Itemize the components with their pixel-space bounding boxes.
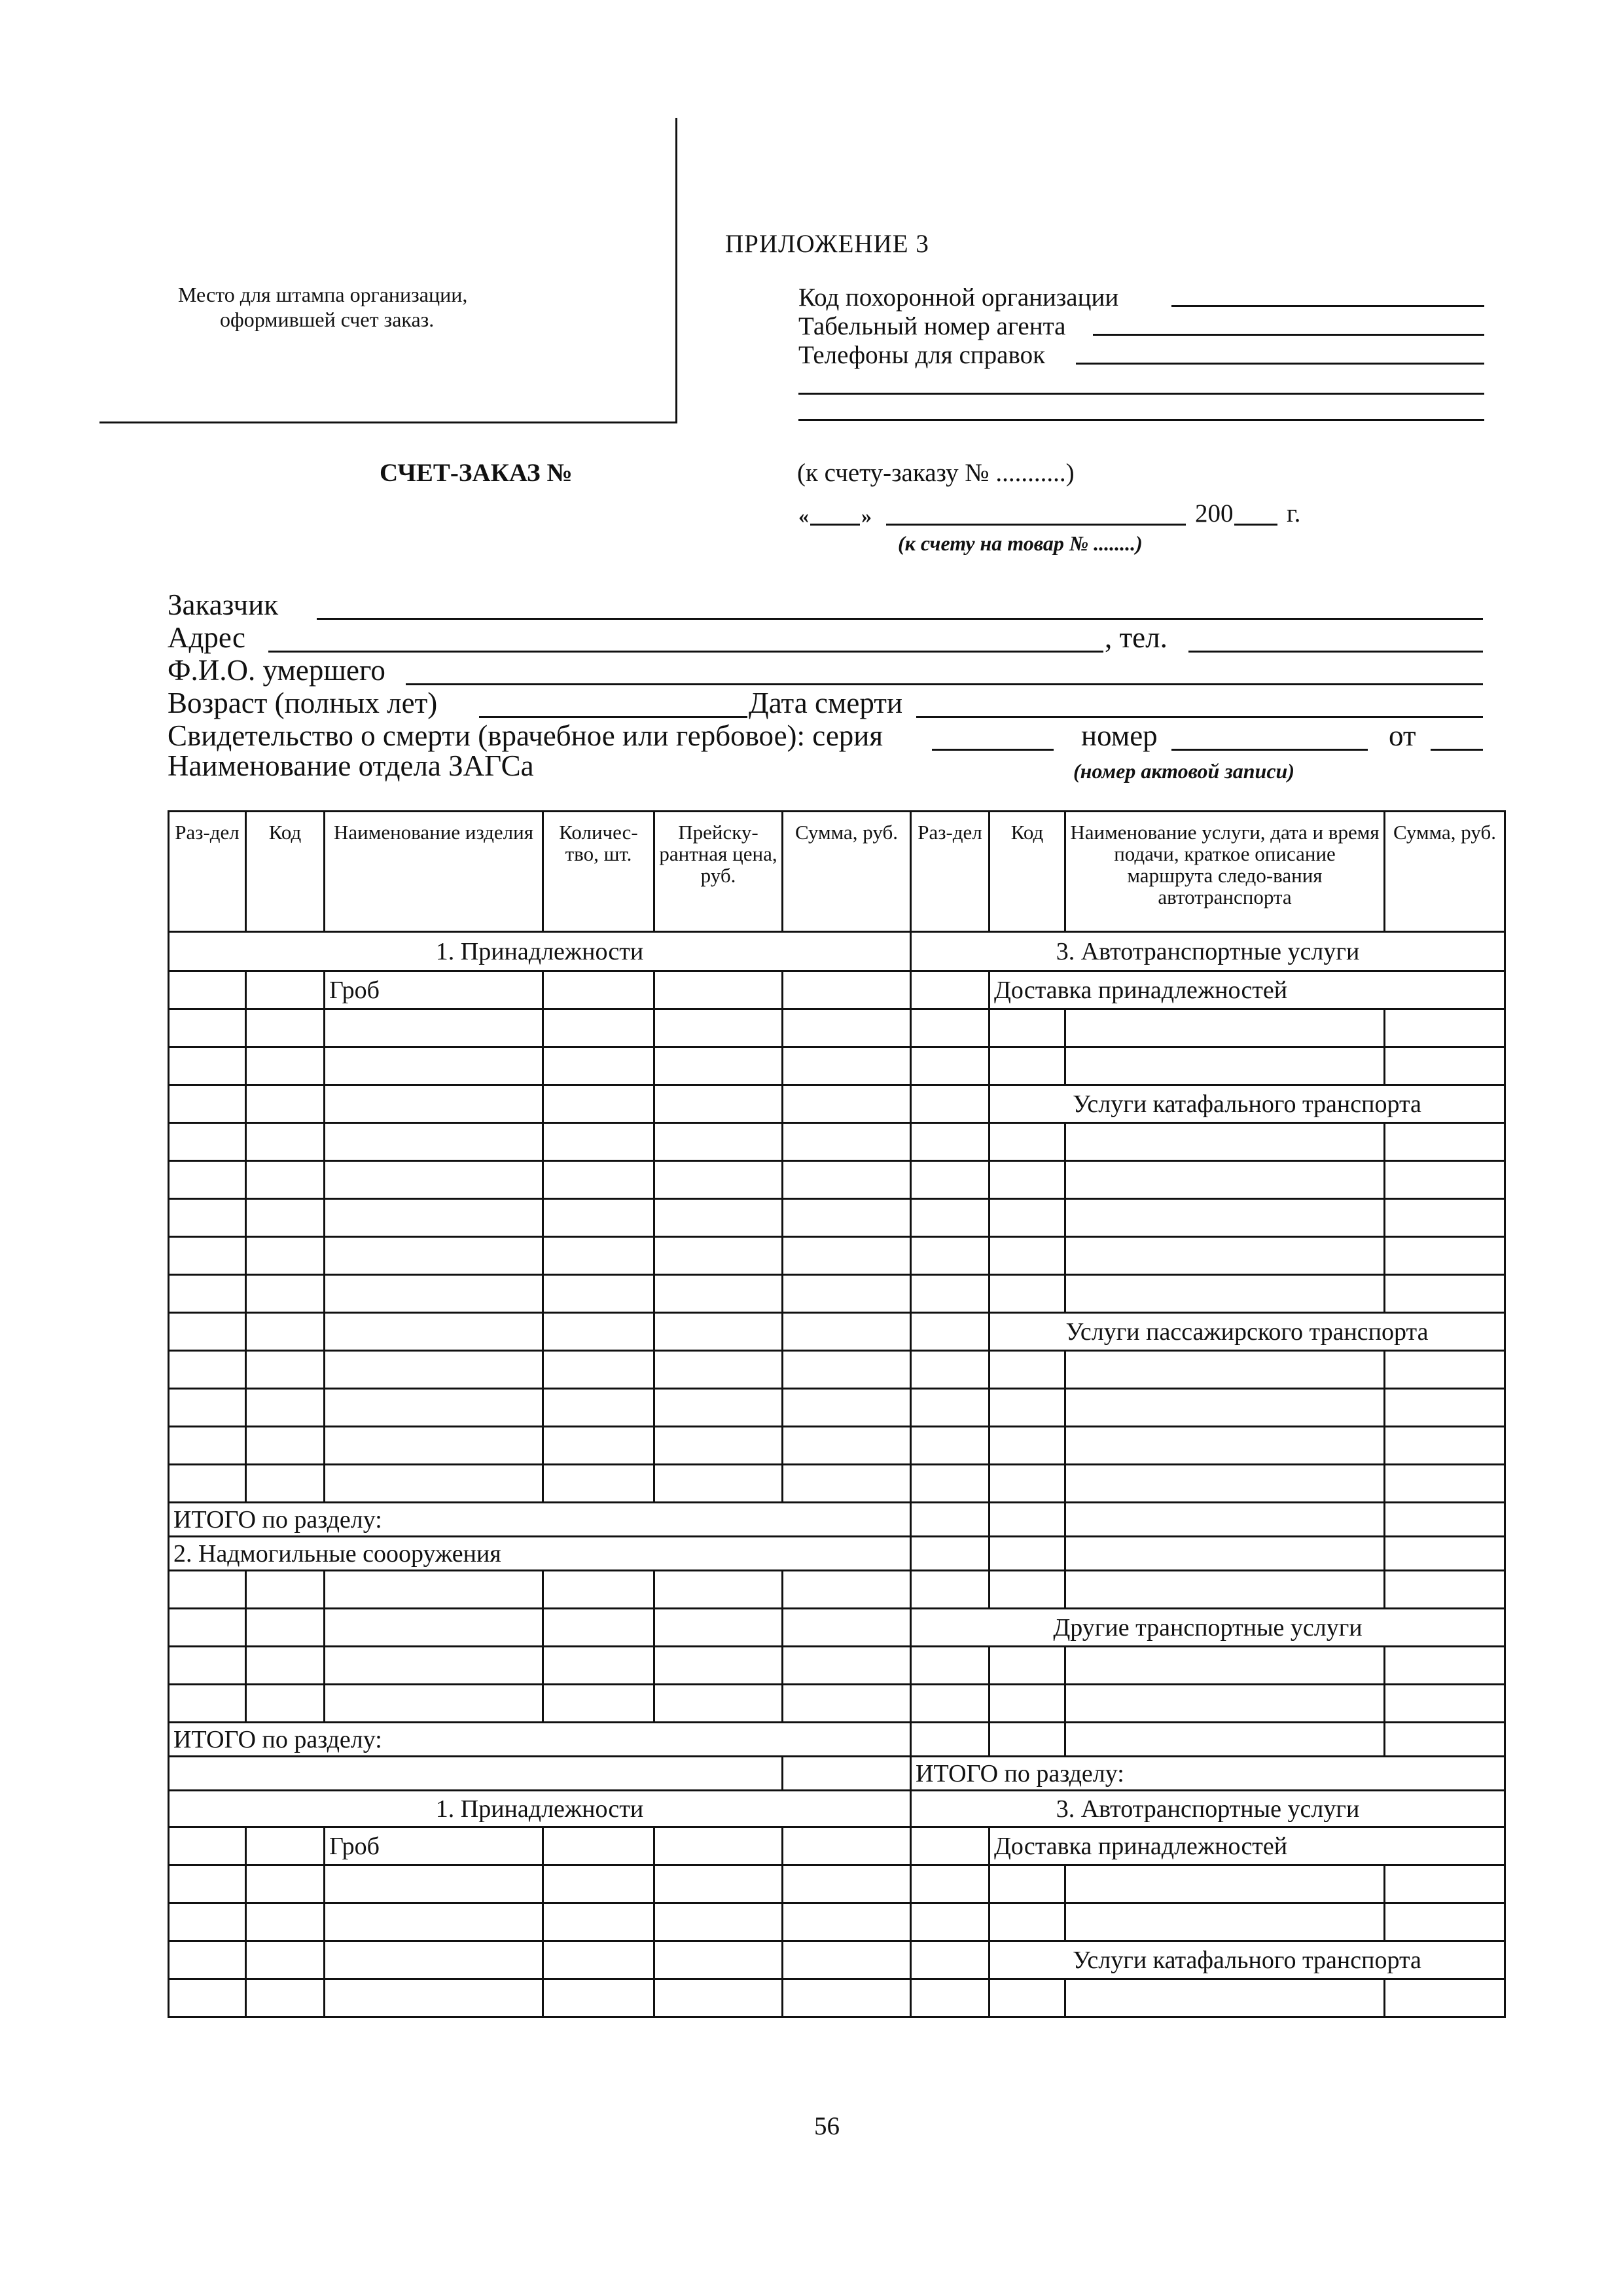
phone-field[interactable] <box>1188 651 1483 653</box>
table-row <box>169 1503 1505 1537</box>
table-row <box>169 1609 1505 1647</box>
deceased-label: Ф.И.О. умершего <box>168 654 385 687</box>
table-row <box>169 971 1505 1009</box>
header-section: Раз-дел <box>169 812 246 932</box>
section-monuments-title: 2. Надмогильные соооружения <box>169 1537 911 1571</box>
date-month-field[interactable] <box>886 524 1186 526</box>
table-row <box>169 1685 1505 1723</box>
table-header-row <box>169 812 1505 932</box>
table-row <box>169 1237 1505 1275</box>
table-row <box>169 1275 1505 1313</box>
hearse-service: Услуги катафального транспорта <box>990 1085 1505 1123</box>
org-code-field[interactable] <box>1171 305 1484 307</box>
hearse-service-repeat: Услуги катафального транспорта <box>990 1941 1505 1979</box>
table-row <box>169 1757 1505 1791</box>
table-row <box>169 1791 1505 1827</box>
deceased-field[interactable] <box>406 683 1483 685</box>
table-row <box>169 1123 1505 1161</box>
registry-label: Наименование отдела ЗАГСа <box>168 749 534 782</box>
section3-total-label: ИТОГО по разделу: <box>911 1757 1505 1791</box>
table-row <box>169 1351 1505 1389</box>
header-sum-2: Сумма, руб. <box>1385 812 1505 932</box>
other-transport-service: Другие транспортные услуги <box>911 1609 1505 1647</box>
table-row <box>169 1047 1505 1085</box>
death-date-label: Дата смерти <box>749 687 903 719</box>
section1-total-label: ИТОГО по разделу: <box>169 1503 911 1537</box>
date-day-field[interactable] <box>810 524 860 526</box>
table-row <box>169 1009 1505 1047</box>
table-row <box>169 1199 1505 1237</box>
section-accessories-title: 1. Принадлежности <box>169 932 911 971</box>
section-transport-title: 3. Автотранспортные услуги <box>911 932 1505 971</box>
header-code-2: Код <box>990 812 1065 932</box>
section2-total-label: ИТОГО по разделу: <box>169 1723 911 1757</box>
header-section-2: Раз-дел <box>911 812 990 932</box>
header-quantity: Количес-тво, шт. <box>543 812 654 932</box>
header-sum: Сумма, руб. <box>783 812 911 932</box>
phone-label: , тел. <box>1105 621 1168 654</box>
table-row <box>169 1465 1505 1503</box>
header-price: Прейску-рантная цена, руб. <box>654 812 783 932</box>
stamp-box-right-border <box>675 118 677 422</box>
table-row <box>169 1979 1505 2017</box>
date-quote-open: « <box>798 504 809 528</box>
order-table <box>168 810 1506 2018</box>
order-title: СЧЕТ-ЗАКАЗ № <box>380 459 573 487</box>
header-service-name: Наименование услуги, дата и время подачи, краткое описание маршрута следо-вания автотранспорта <box>1065 812 1385 932</box>
table-row <box>169 1941 1505 1979</box>
phones-field-line3[interactable] <box>798 419 1484 421</box>
section-accessories-title-repeat: 1. Принадлежности <box>169 1791 911 1827</box>
agent-number-label: Табельный номер агента <box>798 312 1066 340</box>
phones-field[interactable] <box>1076 363 1484 365</box>
table-row <box>169 1427 1505 1465</box>
certificate-date-field[interactable] <box>1431 749 1483 751</box>
table-row <box>169 1537 1505 1571</box>
header-code: Код <box>246 812 325 932</box>
stamp-box-bottom-border <box>99 422 677 423</box>
agent-number-field[interactable] <box>1093 334 1484 336</box>
certificate-number-field[interactable] <box>1171 749 1368 751</box>
customer-field[interactable] <box>317 618 1483 620</box>
table-row <box>169 1723 1505 1757</box>
header-item-name: Наименование изделия <box>325 812 543 932</box>
table-row <box>169 1647 1505 1685</box>
page-number: 56 <box>814 2112 840 2140</box>
passenger-service: Услуги пассажирского транспорта <box>990 1313 1505 1351</box>
table-row <box>169 1903 1505 1941</box>
table-row <box>169 1389 1505 1427</box>
coffin-item: Гроб <box>325 971 543 1009</box>
table-row <box>169 932 1505 971</box>
table-row <box>169 1085 1505 1123</box>
date-year-field[interactable] <box>1234 524 1277 526</box>
certificate-series-field[interactable] <box>932 749 1054 751</box>
table-row <box>169 1161 1505 1199</box>
table-row <box>169 1827 1505 1865</box>
phones-field-line2[interactable] <box>798 393 1484 395</box>
address-field[interactable] <box>268 651 1103 653</box>
customer-label: Заказчик <box>168 588 279 621</box>
date-quote-close: » <box>861 504 872 528</box>
certificate-number-label: номер <box>1081 719 1158 752</box>
phones-label: Телефоны для справок <box>798 341 1046 369</box>
coffin-item-repeat: Гроб <box>325 1827 543 1865</box>
stamp-caption-line2: оформившей счет заказ. <box>220 308 435 331</box>
delivery-service-repeat: Доставка принадлежностей <box>990 1827 1505 1865</box>
age-label: Возраст (полных лет) <box>168 687 438 719</box>
delivery-service: Доставка принадлежностей <box>990 971 1505 1009</box>
date-year-suffix: г. <box>1287 499 1301 528</box>
section-transport-title-repeat: 3. Автотранспортные услуги <box>911 1791 1505 1827</box>
date-year-prefix: 200 <box>1195 499 1234 528</box>
certificate-from-label: от <box>1389 719 1416 752</box>
table-row <box>169 1313 1505 1351</box>
order-reference: (к счету-заказу № ...........) <box>797 459 1075 487</box>
stamp-caption-line1: Место для штампа организации, <box>178 283 468 306</box>
org-code-label: Код похоронной организации <box>798 283 1119 312</box>
record-number-note: (номер актовой записи) <box>1073 759 1294 783</box>
goods-reference: (к счету на товар № ........) <box>898 531 1143 555</box>
table-row <box>169 1571 1505 1609</box>
death-date-field[interactable] <box>916 716 1483 718</box>
table-row <box>169 1865 1505 1903</box>
age-field[interactable] <box>479 716 747 718</box>
address-label: Адрес <box>168 621 245 654</box>
certificate-label: Свидетельство о смерти (врачебное или гербовое): серия <box>168 719 883 752</box>
appendix-label: ПРИЛОЖЕНИЕ 3 <box>725 230 929 258</box>
